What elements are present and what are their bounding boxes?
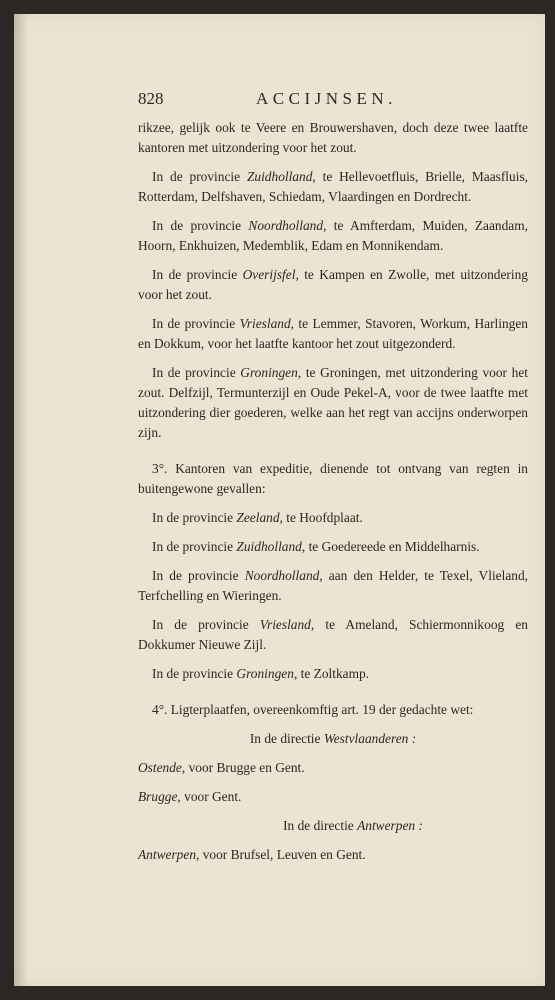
page-fold-shadow [14, 14, 28, 986]
text-run: , te Amfterdam, Muiden, Zaandam, Hoorn, Enkhuizen, Medemblik, Edam en Monnikendam. [138, 218, 528, 253]
text-run: , voor Brufsel, Leuven en Gent. [196, 847, 366, 862]
text-run: , te Lemmer, Stavoren, Workum, Harlingen en Dokkum, voor het laatfte kantoor het zout uitgezonderd. [138, 316, 529, 351]
paragraph [138, 363, 528, 443]
italic-run: Antwerpen : [357, 818, 423, 833]
paragraph [138, 508, 528, 528]
running-title: ACCIJNSEN. [256, 89, 397, 108]
paragraph [138, 537, 528, 557]
paragraph [138, 314, 528, 354]
section-heading-3 [138, 459, 528, 499]
list-item [138, 787, 528, 807]
text-run: rikzee, gelijk ook te Veere en Brouwershaven, doch deze twee laatfte kantoren met uitzondering voor het zout. [138, 120, 528, 155]
italic-run: Overijsfel [242, 267, 296, 282]
page-header [138, 89, 418, 111]
text-run: , te Hellevoetfluis, Brielle, Maasfluis, Rotterdam, Delfshaven, Schiedam, Vlaardingen en Dordrecht. [138, 169, 529, 204]
text-run: In de provincie [152, 316, 240, 331]
list-item [138, 845, 528, 865]
text-run: , te Zoltkamp. [293, 666, 370, 681]
text-run: , te Kampen en Zwolle, met uitzondering voor het zout. [138, 267, 528, 302]
paragraph [138, 167, 528, 207]
italic-run: Antwerpen [138, 847, 197, 862]
italic-run: Zeeland [236, 510, 280, 525]
text-run: In de directie [283, 818, 358, 833]
italic-run: Noordholland [244, 568, 320, 583]
italic-run: Vriesland [259, 617, 311, 632]
text-run: In de provincie [152, 666, 237, 681]
text-run: , te Goedereede en Middelharnis. [301, 539, 480, 554]
italic-run: Westvlaanderen : [323, 731, 417, 746]
page-number: 828 [138, 89, 164, 108]
list-item [138, 758, 528, 778]
text-run: In de provincie [152, 169, 247, 184]
directie-heading [138, 816, 528, 836]
text-run: 3°. Kantoren van expeditie, dienende tot ontvang van regten in buitengewone gevallen: [138, 461, 528, 496]
text-run: 4°. Ligterplaatfen, overeenkomftig art. 19 der gedachte wet: [152, 702, 474, 717]
body-text [138, 118, 528, 874]
paragraph [138, 566, 528, 606]
italic-run: Vriesland [239, 316, 291, 331]
text-run: In de provincie [152, 510, 237, 525]
text-run: , te Groningen, met uitzondering voor het zout. Delfzijl, Termunterzijl en Oude Pekel-A, voor de twee laatfte met uitzondering dier goederen, welke aan het regt van accijns onderworpen zijn. [138, 365, 528, 440]
text-run: In de provincie [152, 218, 249, 233]
text-run: , voor Brugge en Gent. [181, 760, 305, 775]
text-run: , aan den Helder, te Texel, Vlieland, Terfchelling en Wieringen. [138, 568, 529, 603]
text-run: In de provincie [152, 267, 243, 282]
section-heading-4 [138, 700, 528, 720]
paragraph [138, 615, 528, 655]
italic-run: Zuidholland [236, 539, 302, 554]
text-run: In de provincie [152, 568, 245, 583]
text-run: In de provincie [152, 539, 237, 554]
text-run: , te Ameland, Schiermonnikoog en Dokkumer Nieuwe Zijl. [138, 617, 528, 652]
italic-run: Noordholland [248, 218, 324, 233]
paragraph [138, 118, 528, 158]
italic-run: Zuidholland [246, 169, 313, 184]
text-run: In de provincie [152, 365, 241, 380]
text-run: , te Hoofdplaat. [279, 510, 363, 525]
text-run: In de provincie [152, 617, 260, 632]
italic-run: Brugge [138, 789, 178, 804]
paragraph [138, 216, 528, 256]
italic-run: Ostende [138, 760, 182, 775]
directie-heading [138, 729, 528, 749]
text-run: In de directie [249, 731, 324, 746]
paragraph [138, 664, 528, 684]
italic-run: Groningen [240, 365, 298, 380]
paragraph [138, 265, 528, 305]
text-run: , voor Gent. [177, 789, 242, 804]
italic-run: Groningen [236, 666, 294, 681]
